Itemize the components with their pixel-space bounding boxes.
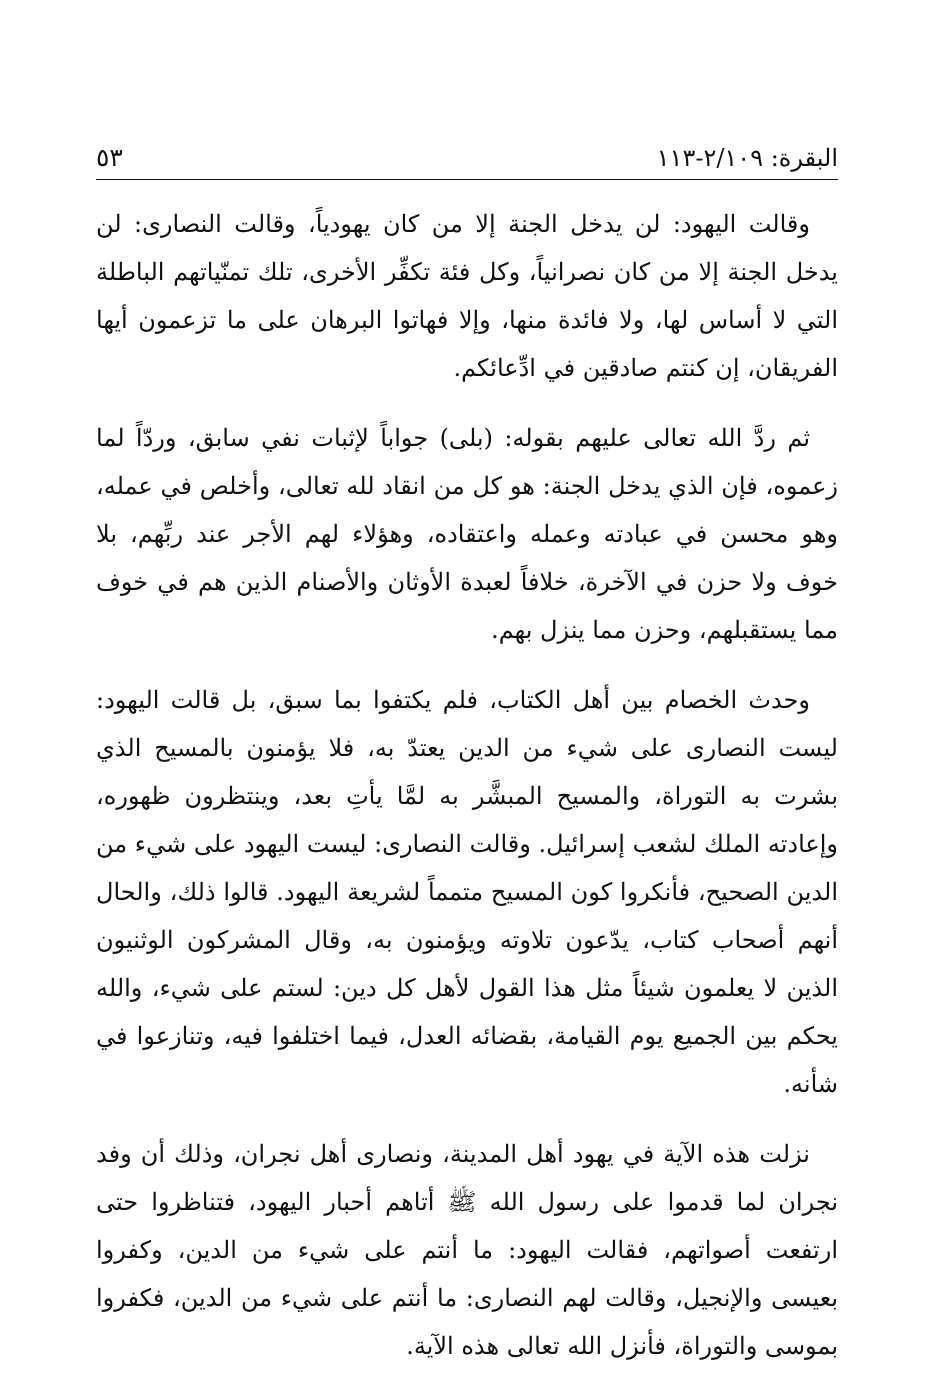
- paragraph-dispute-of-people-of-book: وحدث الخصام بين أهل الكتاب، فلم يكتفوا بما سبق، بل قالت اليهود: ليست النصارى على شيء من الدين يعتدّ به، فلا يؤمنون بالمسيح الذي بشرت به التوراة، والمسيح المبشَّر به لمَّا يأتِ بعد، وينتظرون ظهوره، وإعادته الملك لشعب إسرائيل. وقالت النصارى: ليست اليهود على شيء من الدين الصحيح، فأنكروا كون المسيح متمماً لشريعة اليهود. قالوا ذلك، والحال أنهم أصحاب كتاب، يدّعون تلاوته ويؤمنون به، وقال المشركون الوثنيون الذين لا يعلمون شيئاً مثل هذا القول لأهل كل دين: لستم على شيء، والله يحكم بين الجميع يوم القيامة، بقضائه العدل، فيما اختلفوا فيه، وتنازعوا في شأنه.: [96, 686, 838, 1098]
- page-number: ٥٣: [96, 143, 123, 172]
- main-text: [96, 200, 838, 1370]
- surah-verse-reference: البقرة: ٢/١٠٩-١١٣: [656, 144, 838, 172]
- running-header: [96, 140, 838, 176]
- paragraph-occasion-of-revelation: نزلت هذه الآية في يهود أهل المدينة، ونصارى أهل نجران، وذلك أن وفد نجران لما قدموا على رسول الله ﷺ أتاهم أحبار اليهود، فتناظروا حتى ارتفعت أصواتهم، فقالت اليهود: ما أنتم على شيء من الدين، وكفروا بعيسى والإنجيل، وقالت لهم النصارى: ما أنتم على شيء من الدين، فكفروا بموسى والتوراة، فأنزل الله تعالى هذه الآية.: [96, 1140, 838, 1360]
- header-divider: [96, 179, 838, 180]
- paragraph-claims-of-jews-and-christians: وقالت اليهود: لن يدخل الجنة إلا من كان يهودياً، وقالت النصارى: لن يدخل الجنة إلا من كان نصرانياً، وكل فئة تكفِّر الأخرى، تلك تمنّياتهم الباطلة التي لا أساس لها، ولا فائدة منها، وإلا فهاتوا البرهان على ما تزعمون أيها الفريقان، إن كنتم صادقين في ادِّعائكم.: [96, 210, 838, 382]
- paragraph-divine-reply: ثم ردَّ الله تعالى عليهم بقوله: (بلى) جواباً لإثبات نفي سابق، وردّاً لما زعموه، فإن الذي يدخل الجنة: هو كل من انقاد لله تعالى، وأخلص في عمله، وهو محسن في عبادته وعمله واعتقاده، وهؤلاء لهم الأجر عند ربِّهم، بلا خوف ولا حزن في الآخرة، خلافاً لعبدة الأوثان والأصنام الذين هم في خوف مما يستقبلهم، وحزن مما ينزل بهم.: [96, 424, 839, 644]
